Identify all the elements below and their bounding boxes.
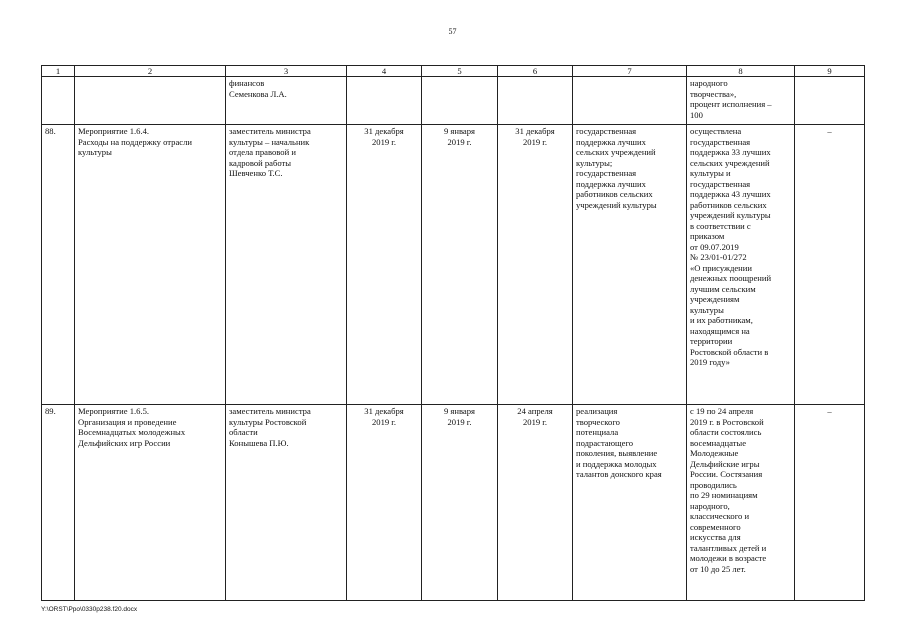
plan-end-cell [422,125,498,405]
cell-line: Дельфийские игры [690,458,760,469]
cell-line: поддержка 43 лучших [690,189,771,199]
header-cell: 7 [573,66,687,77]
cell-line: молодежи в возрасте [690,553,767,563]
cell-line: 31 декабря [364,406,404,416]
plan-start-cell [347,405,422,601]
cell-line: народного [690,78,728,88]
event-cell [75,77,226,125]
cell-line: – [827,126,832,136]
row-number-cell: 89. [42,405,75,601]
cell-line: денежных поощрений [690,273,772,283]
event-cell [75,125,226,405]
cell-line: культуры Ростовской [229,416,307,427]
cell-line: 100 [690,109,703,120]
cell-line: талантливых детей и [690,542,767,553]
actual-result-cell [687,405,795,601]
page-number: 57 [448,27,457,36]
expected-result-cell [573,125,687,405]
cell-line: Шевченко Т.С. [229,168,283,178]
note-cell [795,405,865,601]
cell-line: поддержка лучших [576,136,646,147]
cell-line: отдела правовой и [229,147,296,157]
cell-line: культуры – начальник [229,136,310,147]
file-path-footer: Y:\ORST\Ppo\0330p238.f20.docx [41,606,138,613]
cell-line: процент исполнения – [690,99,772,109]
cell-line: проводились [690,479,737,490]
cell-line: поддержка лучших [576,178,646,189]
cell-line: учреждений культуры [690,210,771,220]
plan-end-cell [422,77,498,125]
cell-line: творчества», [690,88,737,99]
note-cell [795,77,865,125]
cell-line: Ростовской области в [690,346,769,357]
cell-line: государственная [576,168,637,178]
header-cell: 8 [687,66,795,77]
cell-line: учреждений культуры [576,199,657,210]
cell-line: Конышева П.Ю. [229,437,289,448]
cell-line: 2019 г. [522,416,548,427]
cell-line: сельских учреждений [576,147,656,157]
cell-line: учреждениям [690,294,740,304]
fact-end-cell [498,77,573,125]
cell-line: 2019 г. [371,136,397,147]
cell-line: сельских учреждений [690,157,770,168]
event-cell [75,405,226,601]
header-cell: 1 [42,66,75,77]
cell-line: 2019 г. [371,416,397,427]
header-cell: 3 [226,66,347,77]
responsible-cell [226,77,347,125]
header-cell: 4 [347,66,422,77]
header-cell: 6 [498,66,573,77]
cell-line: подрастающего [576,437,634,448]
cell-line: творческого [576,416,620,427]
fact-end-cell [498,405,573,601]
cell-line: 2019 году» [690,357,730,367]
cell-line: современного [690,521,741,532]
cell-line: Расходы на поддержку отрасли [78,136,192,147]
cell-line: финансов [229,78,265,88]
cell-line: осуществлена [690,126,742,136]
cell-line: – [827,406,832,416]
cell-line: культуры и [690,168,731,178]
cell-line: в соответствии с [690,220,751,231]
header-cell: 9 [795,66,865,77]
cell-line: от 09.07.2019 [690,241,739,252]
cell-line: Мероприятие 1.6.5. [78,406,150,416]
cell-line: приказом [690,231,725,241]
row-number-cell [42,77,75,125]
cell-line: поколения, выявление [576,448,658,458]
cell-line: работников сельских [690,199,767,210]
cell-line: Дельфийских игр России [78,437,171,448]
actual-result-cell [687,77,795,125]
cell-line: и их работникам, [690,315,753,325]
cell-line: по 29 номинациям [690,490,758,500]
cell-line: с 19 по 24 апреля [690,406,754,416]
table-row [42,405,865,601]
cell-line: лучшим сельским [690,283,756,294]
responsible-cell [226,405,347,601]
cell-line: культуры [690,304,724,315]
cell-line: культуры; [576,157,613,168]
cell-line: реализация [576,406,618,416]
cell-line: Восемнадцатых молодежных [78,427,186,437]
plan-start-cell [347,77,422,125]
plan-start-cell [347,125,422,405]
cell-line: 9 января [443,126,475,136]
cell-line: России. Состязания [690,469,763,479]
cell-line: государственная [690,136,751,147]
cell-line: талантов донского края [576,469,662,479]
cell-line: поддержка 33 лучших [690,147,771,157]
activities-table [41,65,865,601]
responsible-cell [226,125,347,405]
table-row [42,125,865,405]
cell-line: 31 декабря [364,126,404,136]
cell-line: искусства для [690,532,741,542]
cell-line: Семенкова Л.А. [229,88,287,99]
cell-line: 9 января [443,406,475,416]
cell-line: государственная [576,126,637,136]
cell-line: области состоялись [690,427,762,437]
header-cell: 2 [75,66,226,77]
cell-line: от 10 до 25 лет. [690,563,746,574]
cell-line: № 23/01-01/272 [690,252,747,262]
cell-line: народного, [690,500,730,511]
cell-line: «О присуждении [690,262,752,273]
expected-result-cell [573,77,687,125]
cell-line: государственная [690,178,751,189]
cell-line: находящимся на [690,325,750,336]
cell-line: и поддержка молодых [576,458,657,469]
note-cell [795,125,865,405]
cell-line: 24 апреля [517,406,553,416]
expected-result-cell [573,405,687,601]
table-row [42,77,865,125]
header-cell: 5 [422,66,498,77]
cell-line: 2019 г. [447,416,472,427]
cell-line: Молодежные [690,448,739,458]
cell-line: 2019 г. [447,136,472,147]
cell-line: классического и [690,511,750,521]
cell-line: области [229,427,258,437]
cell-line: 2019 г. [522,136,548,147]
cell-line: Мероприятие 1.6.4. [78,126,150,136]
cell-line: кадровой работы [229,157,292,168]
cell-line: потенциала [576,427,619,437]
plan-end-cell [422,405,498,601]
row-number-cell: 88. [42,125,75,405]
cell-line: заместитель министра [229,406,311,416]
fact-end-cell [498,125,573,405]
cell-line: работников сельских [576,189,653,199]
cell-line: заместитель министра [229,126,311,136]
cell-line: культуры [78,147,112,157]
cell-line: территории [690,336,733,346]
cell-line: восемнадцатые [690,437,747,448]
cell-line: Организация и проведение [78,416,177,427]
actual-result-cell [687,125,795,405]
cell-line: 31 декабря [515,126,555,136]
cell-line: 2019 г. в Ростовской [690,416,764,427]
header-row [42,66,865,77]
